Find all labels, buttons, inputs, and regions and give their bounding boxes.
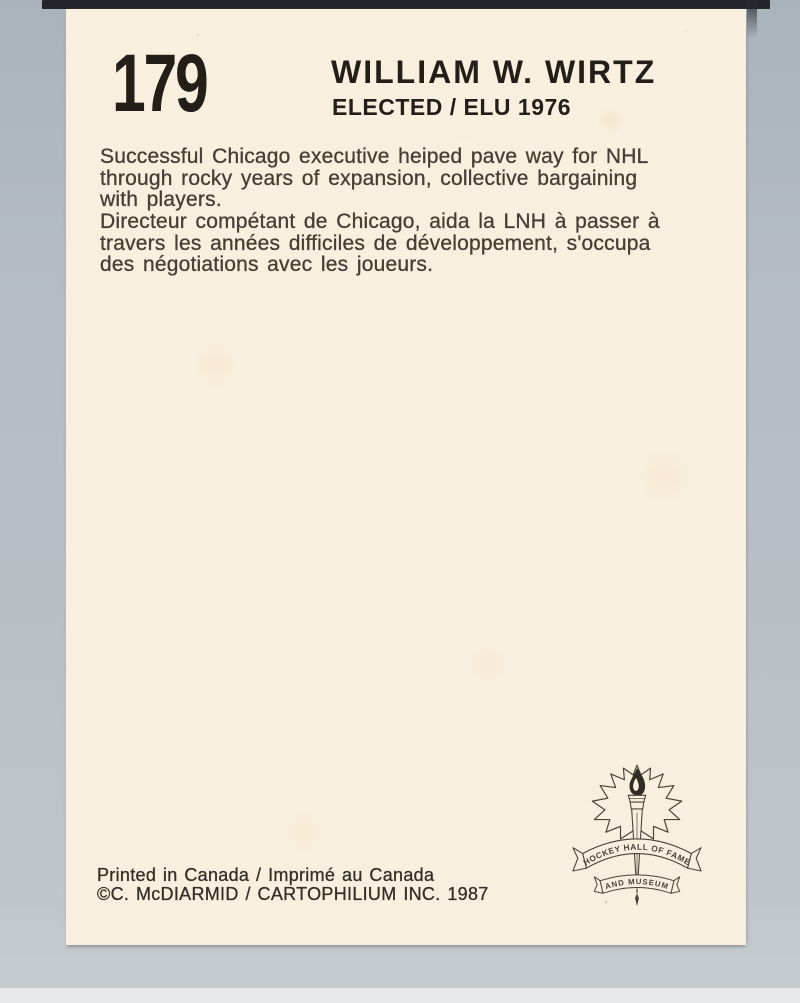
card-number: 179 <box>112 38 207 129</box>
bio-french-line-3: des négotiations avec les joueurs. <box>100 253 434 276</box>
torch-handle-tip <box>635 893 639 906</box>
bio-english-line-1: Successful Chicago executive heiped pave way for NHL <box>100 145 649 168</box>
bio-french-line-2: travers les années difficiles de développement, s'occupa <box>100 231 651 255</box>
bio-english-line-2: through rocky years of expansion, collective bargaining <box>100 166 638 190</box>
card-top-edge-shadow <box>42 0 770 9</box>
card-footer <box>97 866 489 904</box>
banner-bottom-textpath: AND MUSEUM <box>604 877 670 892</box>
player-name: WILLIAM W. WIRTZ <box>331 54 657 90</box>
bio-english <box>100 146 649 211</box>
banner-top-textpath: HOCKEY HALL OF FAME <box>581 842 693 868</box>
hockey-card-back <box>66 9 746 945</box>
copyright-line: ©C. McDIARMID / CARTOPHILIUM INC. 1987 <box>97 884 489 904</box>
bio-french-line-1: Directeur compétant de Chicago, aida la LNH à passer à <box>100 210 660 233</box>
elected-year-line: ELECTED / ELU 1976 <box>332 94 572 120</box>
background-bottom-strip <box>0 988 800 1003</box>
hockey-hall-of-fame-logo <box>571 764 703 912</box>
card-top-right-shadow <box>747 0 757 38</box>
bio-french <box>100 211 660 276</box>
printed-in-canada-line: Printed in Canada / Imprimé au Canada <box>97 865 435 885</box>
bio-english-line-3: with players. <box>100 188 222 211</box>
torch-band <box>630 802 644 809</box>
